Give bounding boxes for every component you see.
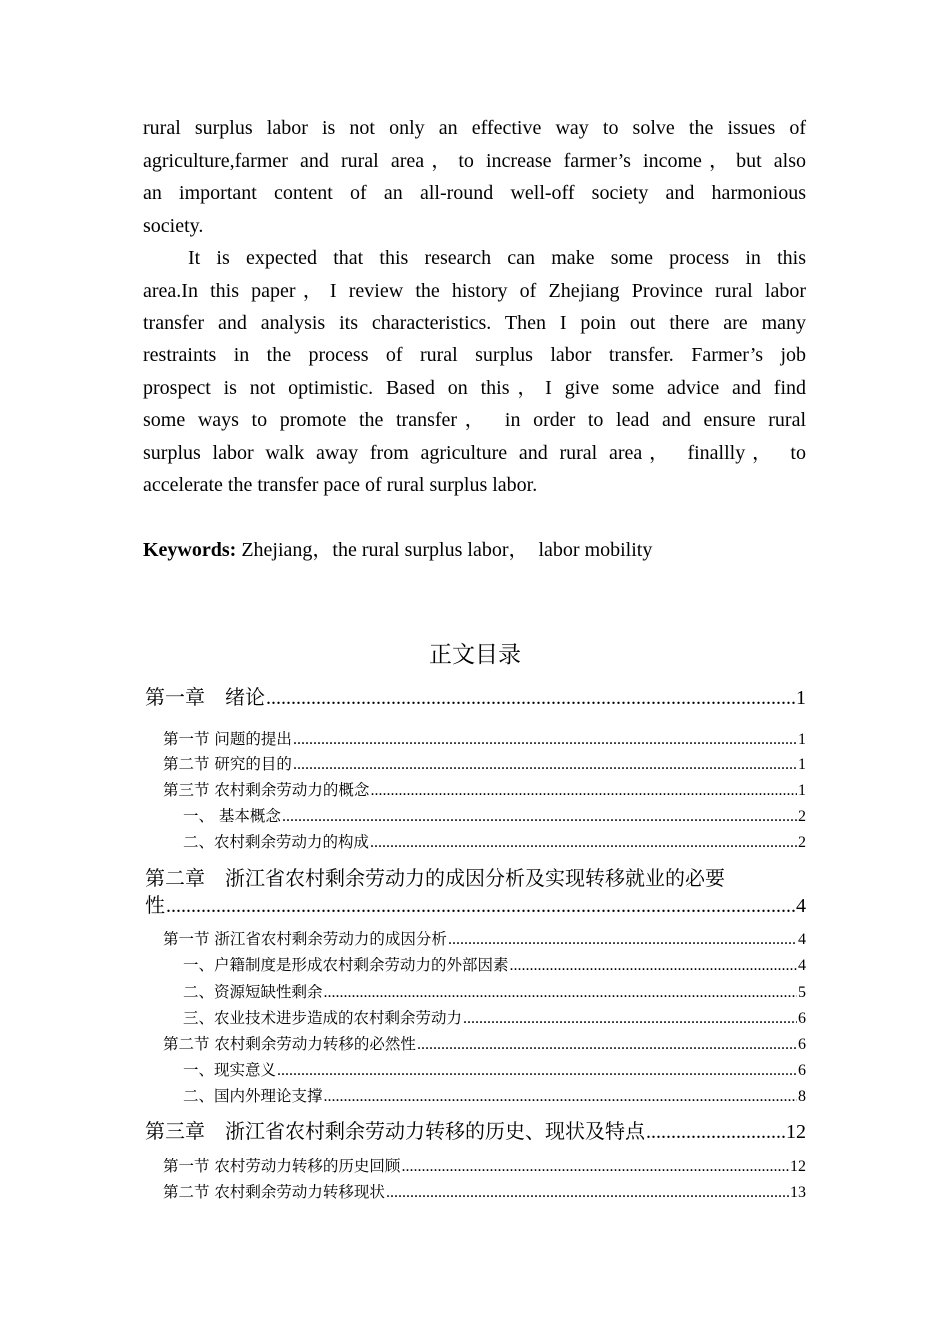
toc-entry-chapter-title-line[interactable]: 第二章 浙江省农村剩余劳动力的成因分析及实现转移就业的必要 [145, 866, 725, 890]
toc-entry-page: 6 [798, 1062, 806, 1079]
toc-entry-page: 4 [798, 931, 806, 948]
toc-entry-section[interactable] [163, 929, 806, 950]
dot-leader [463, 1009, 797, 1029]
toc-entry-page: 8 [798, 1088, 806, 1105]
toc-entry-section[interactable] [163, 780, 806, 801]
toc-entry-page: 12 [786, 1121, 806, 1143]
dot-leader [282, 807, 797, 827]
text-line: surplus labor walk away from agriculture and rural area， finallly， to [143, 442, 806, 464]
toc-entry-page: 1 [798, 782, 806, 799]
toc-entry-title: 第一节 问题的提出 [163, 730, 292, 748]
toc-entry-page: 4 [798, 957, 806, 974]
keywords-label: Keywords: [143, 539, 237, 561]
text-line: society. [143, 215, 204, 237]
dot-leader [417, 1035, 797, 1055]
text-line: restraints in the process of rural surplus labor transfer. Farmer’s job [143, 344, 806, 366]
toc-entry-chapter[interactable] [145, 1118, 806, 1145]
toc-entry-title: 性 [145, 893, 165, 917]
text-line: accelerate the transfer pace of rural surplus labor. [143, 474, 538, 496]
toc-entry-section[interactable] [163, 1182, 806, 1203]
toc-entry-title: 第二节 农村剩余劳动力转移的必然性 [163, 1035, 416, 1053]
toc-entry-section[interactable] [163, 1034, 806, 1055]
toc-entry-page: 1 [798, 756, 806, 773]
toc-entry-subsection[interactable] [183, 1086, 806, 1107]
toc-entry-title: 第三节 农村剩余劳动力的概念 [163, 781, 370, 799]
text-line: an important content of an all-round well-off society and harmonious [143, 182, 806, 204]
text-line: some ways to promote the transfer， in order to lead and ensure rural [143, 409, 806, 431]
toc-entry-title: 第三章 浙江省农村剩余劳动力转移的历史、现状及特点 [145, 1119, 645, 1143]
toc-entry-page: 6 [798, 1010, 806, 1027]
toc-entry-page: 6 [798, 1036, 806, 1053]
toc-entry-subsection[interactable] [183, 1008, 806, 1029]
dot-leader [401, 1157, 789, 1177]
toc-entry-title: 二、国内外理论支撑 [183, 1087, 323, 1105]
toc-entry-section[interactable] [163, 729, 806, 750]
text-line: prospect is not optimistic. Based on this，I give some advice and find [143, 377, 806, 399]
toc-entry-title: 第二节 农村剩余劳动力转移现状 [163, 1183, 385, 1201]
toc-entry-section[interactable] [163, 1156, 806, 1177]
toc-entry-page: 12 [790, 1158, 806, 1175]
toc-entry-page: 1 [798, 731, 806, 748]
toc-entry-page: 2 [798, 834, 806, 851]
text-line: transfer and analysis its characteristics. Then I poin out there are many [143, 312, 806, 334]
toc-entry-page: 2 [798, 808, 806, 825]
toc-entry-subsection[interactable] [183, 982, 806, 1003]
dot-leader [266, 685, 795, 711]
toc-entry-subsection[interactable] [183, 955, 806, 976]
dot-leader [370, 781, 797, 801]
dot-leader [324, 1087, 797, 1107]
toc-entry-title: 第一节 浙江省农村剩余劳动力的成因分析 [163, 930, 447, 948]
dot-leader [293, 755, 797, 775]
toc-entry-title: 第一章 绪论 [145, 685, 265, 709]
toc-entry-chapter[interactable] [145, 684, 806, 711]
toc-entry-title: 二、农村剩余劳动力的构成 [183, 833, 370, 851]
dot-leader [166, 893, 795, 919]
toc-entry-chapter[interactable] [145, 892, 806, 919]
toc-entry-subsection[interactable] [183, 832, 806, 853]
toc-entry-title: 三、农业技术进步造成的农村剩余劳动力 [183, 1009, 463, 1027]
toc-entry-page: 1 [796, 687, 806, 709]
toc-entry-title: 二、资源短缺性剩余 [183, 983, 323, 1001]
dot-leader [370, 833, 797, 853]
toc-entry-section[interactable] [163, 754, 806, 775]
toc-entry-page: 13 [790, 1184, 806, 1201]
toc-entry-title: 第二节 研究的目的 [163, 755, 292, 773]
toc-entry-page: 5 [798, 984, 806, 1001]
keywords [143, 538, 652, 562]
dot-leader [448, 930, 797, 950]
text-line: rural surplus labor is not only an effective way to solve the issues of [143, 117, 806, 139]
keywords-value: Zhejiang，the rural surplus labor， labor mobility [236, 539, 653, 561]
toc-entry-title: 一、现实意义 [183, 1061, 277, 1079]
dot-leader [324, 983, 797, 1003]
dot-leader [386, 1183, 789, 1203]
text-line: It is expected that this research can make some process in this [188, 247, 806, 269]
text-line: area.In this paper，I review the history of Zhejiang Province rural labor [143, 280, 806, 302]
toc-title: 正文目录 [429, 642, 521, 668]
toc-entry-subsection[interactable] [183, 1060, 806, 1081]
toc-entry-title: 第一节 农村劳动力转移的历史回顾 [163, 1157, 401, 1175]
text-line: agriculture,farmer and rural area，to increase farmer’s income，but also [143, 150, 806, 172]
toc-entry-title: 一、 基本概念 [183, 807, 281, 825]
toc-entry-page: 4 [796, 895, 806, 917]
dot-leader [277, 1061, 797, 1081]
toc-entry-title: 一、户籍制度是形成农村剩余劳动力的外部因素 [183, 956, 509, 974]
toc-entry-subsection[interactable] [183, 806, 806, 827]
dot-leader [646, 1119, 785, 1145]
dot-leader [293, 730, 797, 750]
dot-leader [510, 956, 797, 976]
